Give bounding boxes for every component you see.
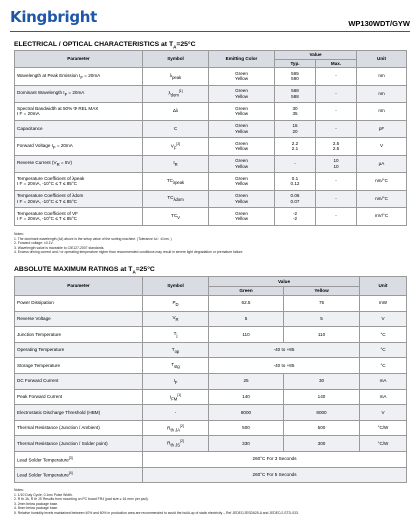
col-symbol: Symbol xyxy=(143,277,209,296)
max-cell: - xyxy=(316,68,357,86)
symbol-cell: $I_F$ xyxy=(143,373,209,389)
col-emitting-color: Emitting Color xyxy=(209,51,275,68)
max-cell: - xyxy=(316,173,357,191)
unit-cell: pF xyxy=(357,120,407,138)
table-row xyxy=(15,85,407,103)
symbol-cell: $\lambda_{peak}$ xyxy=(143,68,209,86)
parameter-cell: Junction Temperature xyxy=(15,327,143,343)
max-cell: - xyxy=(316,208,357,226)
emitting-color-cell: Green Yellow xyxy=(209,120,275,138)
emitting-color-cell: Green Yellow xyxy=(209,190,275,208)
parameter-cell: DC Forward Current xyxy=(15,373,143,389)
parameter-cell: Peak Forward Current xyxy=(15,389,143,405)
col-green: Green xyxy=(209,287,284,296)
unit-cell: mA xyxy=(360,389,407,405)
yellow-value-cell: 500 xyxy=(284,420,360,436)
parameter-cell: Temperature Coefficient of λpeak I F = 20mA, -10°C ≤ T ≤ 85°C xyxy=(15,173,143,191)
symbol-cell: - xyxy=(143,405,209,421)
emitting-color-cell: Green Yellow xyxy=(209,155,275,173)
col-yellow: Yellow xyxy=(284,287,360,296)
emitting-color-cell: Green Yellow xyxy=(209,85,275,103)
note-line: 5. Relative humidity levels maintained between 40% and 60% in production area are recommended to avoid the build-up of static electricity – Ref JEDEC/JESD625-A and JEDEC/J-STD-033. xyxy=(14,510,299,515)
symbol-cell: $I_R$ xyxy=(143,155,209,173)
unit-cell: °C/W xyxy=(360,420,407,436)
typ-cell: 2.2 2.1 xyxy=(275,138,316,156)
parameter-cell: Reverse Current $(V_R = 5V)$ xyxy=(15,155,143,173)
merged-value-cell: -40 to +85 xyxy=(209,342,360,358)
parameter-cell: Operating Temperature xyxy=(15,342,143,358)
table-row xyxy=(15,405,407,421)
yellow-value-cell: 30 xyxy=(284,373,360,389)
table-row xyxy=(15,389,407,405)
typ-cell: 0.1 0.12 xyxy=(275,173,316,191)
unit-cell: μA xyxy=(357,155,407,173)
symbol-cell: $TC_{\lambda dom}$ xyxy=(143,190,209,208)
table-row xyxy=(15,173,407,191)
col-typ: Typ. xyxy=(275,60,316,68)
col-value: Value xyxy=(209,277,360,287)
parameter-cell: Thermal Resistance (Junction / Ambient) xyxy=(15,420,143,436)
brand-logo: Kingbright xyxy=(10,8,98,26)
note-line: Notes: xyxy=(14,232,24,236)
symbol-cell: $TC_{\lambda peak}$ xyxy=(143,173,209,191)
table-row xyxy=(15,296,407,312)
max-cell: - xyxy=(316,85,357,103)
table-row xyxy=(15,155,407,173)
symbol-cell: $\lambda_{dom}[1]$ xyxy=(143,85,209,103)
typ-cell: 568 588 xyxy=(275,85,316,103)
yellow-value-cell: 75 xyxy=(284,296,360,312)
green-value-cell: 330 xyxy=(209,436,284,452)
unit-cell: nm xyxy=(357,85,407,103)
symbol-cell: $TC_V$ xyxy=(143,208,209,226)
part-number: WP130WDT/GYW xyxy=(348,19,410,28)
amr-section-title: ABSOLUTE MAXIMUM RATINGS at $T_A=25^\circ C$ xyxy=(14,266,155,275)
col-value: Value xyxy=(275,51,357,60)
note-line: 1. 1/10 Duty Cycle, 0.1ms Pulse Width. xyxy=(14,492,73,497)
col-unit: Unit xyxy=(360,277,407,296)
page-header xyxy=(10,6,410,32)
parameter-cell: Storage Temperature xyxy=(15,358,143,374)
max-cell: 2.5 2.5 xyxy=(316,138,357,156)
symbol-cell: $V_F[2]$ xyxy=(143,138,209,156)
parameter-cell: Lead Solder Temperature[3] xyxy=(15,451,143,467)
table-row xyxy=(15,208,407,226)
col-parameter: Parameter xyxy=(15,277,143,296)
parameter-cell: Temperature Coefficient of VF I F = 20mA, -10°C ≤ T ≤ 85°C xyxy=(15,208,143,226)
emitting-color-cell: Green Yellow xyxy=(209,173,275,191)
unit-cell: mV/°C xyxy=(357,208,407,226)
col-parameter: Parameter xyxy=(15,51,143,68)
table-row xyxy=(15,420,407,436)
merged-value-cell: -40 to +85 xyxy=(209,358,360,374)
note-line: Notes: xyxy=(14,488,24,492)
note-line: 1. The dominant wavelength (λd) above is the setup value of the sorting machine. (Tolerance λd : ±1nm. ) xyxy=(14,236,172,241)
emitting-color-cell: Green Yellow xyxy=(209,68,275,86)
table-row xyxy=(15,311,407,327)
symbol-cell: $T_{op}$ xyxy=(143,342,209,358)
unit-cell: V xyxy=(357,138,407,156)
eo-characteristics-table xyxy=(14,50,407,226)
unit-cell: °C/W xyxy=(360,436,407,452)
symbol-cell: $P_D$ xyxy=(143,296,209,312)
green-value-cell: 140 xyxy=(209,389,284,405)
yellow-value-cell: 8000 xyxy=(284,405,360,421)
merged-value-cell: 260°C For 5 Seconds xyxy=(143,467,407,483)
emitting-color-cell: Green Yellow xyxy=(209,138,275,156)
table-row xyxy=(15,120,407,138)
symbol-cell: $T_{stg}$ xyxy=(143,358,209,374)
yellow-value-cell: 300 xyxy=(284,436,360,452)
table-row xyxy=(15,373,407,389)
yellow-value-cell: 110 xyxy=(284,327,360,343)
symbol-cell: $I_{FM}[1]$ xyxy=(143,389,209,405)
max-cell: - xyxy=(316,190,357,208)
green-value-cell: 25 xyxy=(209,373,284,389)
note-line: 4. Excess driving current and / or operating temperature higher than recommended conditions may result in severe light degradation or premature failure. xyxy=(14,250,244,255)
parameter-cell: Reverse Voltage xyxy=(15,311,143,327)
typ-cell: - xyxy=(275,155,316,173)
symbol-cell: Δλ xyxy=(143,103,209,121)
typ-cell: 0.06 0.07 xyxy=(275,190,316,208)
typ-cell: 15 20 xyxy=(275,120,316,138)
parameter-cell: Spectral Bandwidth at 50% Φ REL MAX I F = 20mA xyxy=(15,103,143,121)
green-value-cell: 62.5 xyxy=(209,296,284,312)
table-row xyxy=(15,68,407,86)
green-value-cell: 5 xyxy=(209,311,284,327)
yellow-value-cell: 5 xyxy=(284,311,360,327)
table-row xyxy=(15,342,407,358)
unit-cell: °C xyxy=(360,358,407,374)
parameter-cell: Wavelength at Peak Emission $I_F = 20mA$ xyxy=(15,68,143,86)
typ-cell: -2 -2 xyxy=(275,208,316,226)
note-line: 2. R th JA, R th JS Results from mounting on PC board FR4 (pad size ≥ 16 mm² per pad). xyxy=(14,497,149,502)
unit-cell: nm/°C xyxy=(357,173,407,191)
emitting-color-cell: Green Yellow xyxy=(209,103,275,121)
unit-cell: V xyxy=(360,405,407,421)
amr-notes xyxy=(14,488,406,516)
table-row xyxy=(15,190,407,208)
max-cell: - xyxy=(316,103,357,121)
yellow-value-cell: 140 xyxy=(284,389,360,405)
unit-cell: mA xyxy=(360,373,407,389)
col-symbol: Symbol xyxy=(143,51,209,68)
table-row xyxy=(15,358,407,374)
symbol-cell: $R_{th JS}[2]$ xyxy=(143,436,209,452)
eo-notes xyxy=(14,232,406,255)
parameter-cell: Thermal Resistance (Junction / Solder point) xyxy=(15,436,143,452)
unit-cell: nm xyxy=(357,68,407,86)
table-row xyxy=(15,103,407,121)
symbol-cell: $T_j$ xyxy=(143,327,209,343)
col-unit: Unit xyxy=(357,51,407,68)
green-value-cell: 500 xyxy=(209,420,284,436)
absolute-max-ratings-table xyxy=(14,276,407,483)
unit-cell: mW xyxy=(360,296,407,312)
merged-value-cell: 260°C For 3 Seconds xyxy=(143,451,407,467)
symbol-cell: $R_{th JA}[2]$ xyxy=(143,420,209,436)
note-line: 3. 2mm below package base. xyxy=(14,501,59,506)
table-row xyxy=(15,451,407,467)
parameter-cell: Electrostatic Discharge Threshold (HBM) xyxy=(15,405,143,421)
green-value-cell: 8000 xyxy=(209,405,284,421)
table-row xyxy=(15,138,407,156)
parameter-cell: Temperature Coefficient of λdom I F = 20mA, -10°C ≤ T ≤ 85°C xyxy=(15,190,143,208)
eo-section-title: ELECTRICAL / OPTICAL CHARACTERISTICS at $T_A=25^\circ C$ xyxy=(14,41,196,50)
unit-cell: nm xyxy=(357,103,407,121)
emitting-color-cell: Green Yellow xyxy=(209,208,275,226)
table-row xyxy=(15,436,407,452)
unit-cell: °C xyxy=(360,342,407,358)
symbol-cell: $V_R$ xyxy=(143,311,209,327)
parameter-cell: Lead Solder Temperature[4] xyxy=(15,467,143,483)
max-cell: 10 10 xyxy=(316,155,357,173)
note-line: 2. Forward voltage: ±0.1V. xyxy=(14,241,54,246)
parameter-cell: Capacitance xyxy=(15,120,143,138)
table-row xyxy=(15,327,407,343)
typ-cell: 565 590 xyxy=(275,68,316,86)
parameter-cell: Dominant Wavelength $I_F = 20mA$ xyxy=(15,85,143,103)
symbol-cell: C xyxy=(143,120,209,138)
max-cell: - xyxy=(316,120,357,138)
parameter-cell: Forward Voltage $I_F = 20mA$ xyxy=(15,138,143,156)
parameter-cell: Power Dissipation xyxy=(15,296,143,312)
unit-cell: °C xyxy=(360,327,407,343)
table-row xyxy=(15,467,407,483)
unit-cell: nm/°C xyxy=(357,190,407,208)
unit-cell: V xyxy=(360,311,407,327)
note-line: 3. Wavelength value is traceable to CIE127-2007 standards. xyxy=(14,245,105,250)
green-value-cell: 110 xyxy=(209,327,284,343)
note-line: 4. 5mm below package base. xyxy=(14,506,59,511)
typ-cell: 30 35 xyxy=(275,103,316,121)
col-max: Max. xyxy=(316,60,357,68)
